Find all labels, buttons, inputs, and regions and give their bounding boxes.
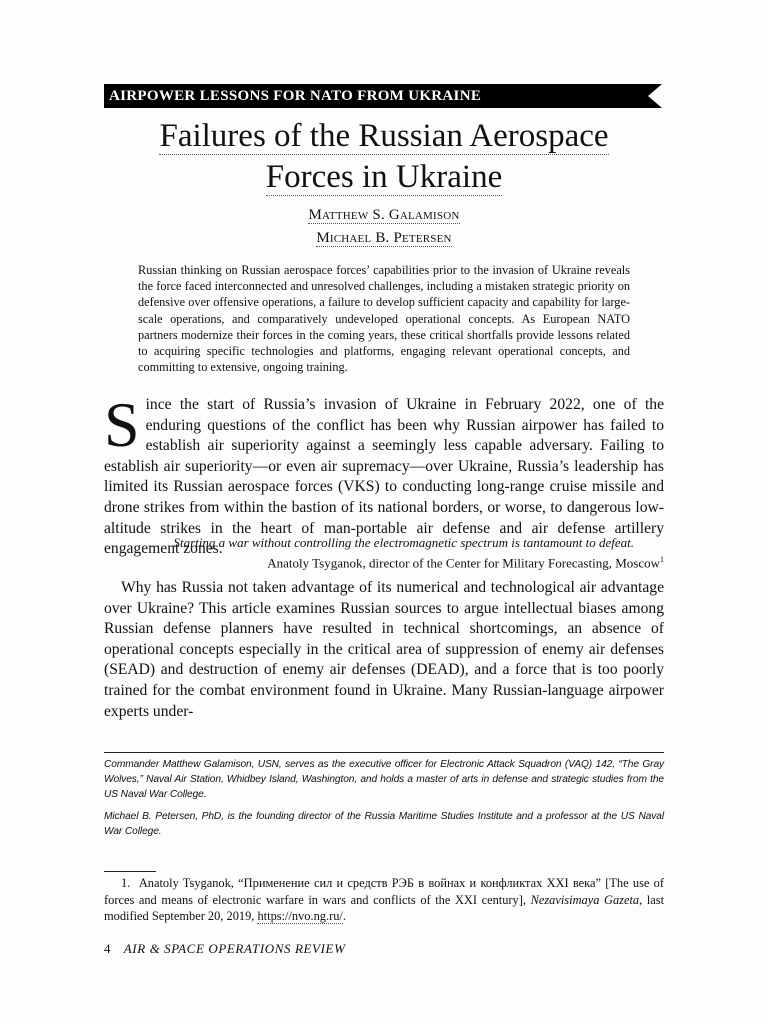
author-bio-2: Michael B. Petersen, PhD, is the founding director of the Russia Maritime Studies Institute and a professor at the US Naval War College. <box>104 811 664 837</box>
footnote <box>104 875 664 925</box>
footnote-reference[interactable]: 1 <box>660 555 664 564</box>
epigraph <box>104 534 664 571</box>
body-paragraph-2: Why has Russia not taken advantage of its numerical and technological air advantage over Ukraine? This article examines Russian sources to argue intellectual biases among Russian defense planners have resulted in technical shortcomings, an absence of operational concepts especially in the critical area of suppression of enemy air defenses (SEAD) and destruction of enemy air defenses (DEAD), and a force that is too poorly trained for the combat environment found in Ukraine. Many Russian-language airpower experts under- <box>104 579 664 720</box>
footnote-divider <box>104 871 156 872</box>
page-number: 4 <box>104 941 111 956</box>
abstract: Russian thinking on Russian aerospace forces’ capabilities prior to the invasion of Ukraine reveals the force faced interconnected and unresolved challenges, including a mistaken strategic priority on defensive over offensive operations, a failure to develop sufficient capacity and capability for large-scale operations, and comparatively undeveloped operational concepts. As European NATO partners modernize their forces in the coming years, these critical shortfalls provide lessons related to acquiring specific technologies and platforms, engaging relevant operational concepts, and committing to extensive, ongoing training. <box>138 263 630 375</box>
author-link[interactable]: Michael B. Petersen <box>316 230 452 246</box>
epigraph-attribution-text: Anatoly Tsyganok, director of the Center for Military Forecasting, Moscow <box>267 555 660 571</box>
footnote-publication: Nezavisimaya Gazeta <box>530 892 640 907</box>
epigraph-attribution <box>104 551 664 571</box>
epigraph-quote: Starting a war without controlling the electromagnetic spectrum is tantamount to defeat. <box>173 535 634 550</box>
section-banner-label: AIRPOWER LESSONS FOR NATO FROM UKRAINE <box>109 88 482 104</box>
footnote-link[interactable]: https://nvo.ng.ru/ <box>257 909 343 923</box>
section-banner <box>104 84 648 108</box>
page-footer <box>104 941 346 957</box>
bio-divider <box>104 752 664 753</box>
article-title-line-2: Forces in Ukraine <box>265 159 503 195</box>
author-list <box>104 204 664 250</box>
drop-cap: S <box>104 389 140 460</box>
article-title-line-1: Failures of the Russian Aerospace <box>159 118 609 154</box>
footnote-end: . <box>342 909 346 923</box>
journal-name: AIR & SPACE OPERATIONS REVIEW <box>123 941 346 956</box>
author-bio-1: Commander Matthew Galamison, USN, serves as the executive officer for Electronic Attack Squadron (VAQ) 142, “The Gray Wolves,” Naval Air Station, Whidbey Island, Washington, and holds a master of arts in defense and strategic studies from the US Naval War College. <box>104 759 664 800</box>
article-title <box>104 116 664 198</box>
footnote-date: , last modified September 20, 2019, <box>104 892 665 923</box>
banner-notch <box>648 84 662 108</box>
footnote-number: 1. <box>121 876 131 890</box>
body-paragraph-1-text: ince the start of Russia’s invasion of Ukraine in February 2022, one of the enduring questions of the conflict has been why Russian airpower has failed to establish air superiority against a seemingly less capable adversary. Failing to establish air superiority—or even air supremacy—over Ukraine, Russia’s leadership has limited its Russian aerospace forces (VKS) to conducting long-range cruise missile and drone strikes from within the bastion of its national borders, or worse, to dangerous low-altitude strikes in the heart of man-portable air defense and air defense artillery engagement zones. <box>104 396 664 558</box>
footnote-text: Anatoly Tsyganok, “Применение сил и средств РЭБ в войнах и конфликтах XXI века” [The use of forces and means of electronic warfare in wars and conflicts of the XXI century], <box>104 876 665 907</box>
author-link[interactable]: Matthew S. Galamison <box>308 207 460 223</box>
